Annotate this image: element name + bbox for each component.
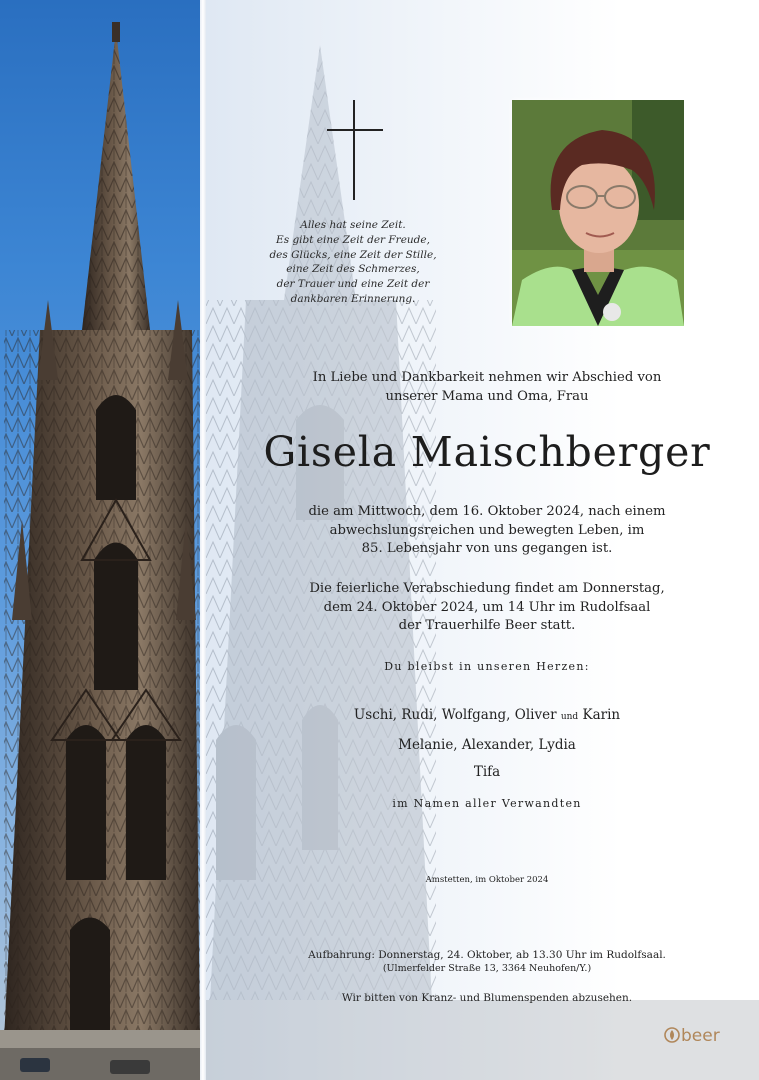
family-line-3: Tifa bbox=[473, 764, 501, 780]
poem-line: dankbaren Erinnerung. bbox=[290, 292, 416, 305]
ceremony-line: der Trauerhilfe Beer statt. bbox=[398, 618, 576, 633]
portrait-photo bbox=[512, 100, 684, 326]
family-last-name: Karin bbox=[582, 707, 621, 723]
logo-text: beer bbox=[681, 1026, 720, 1046]
leaf-icon bbox=[664, 1027, 680, 1048]
family-list bbox=[262, 702, 712, 787]
deceased-name: Gisela Maischberger bbox=[263, 428, 711, 476]
viewing-line: Aufbahrung: Donnerstag, 24. Oktober, ab 13.30 Uhr im Rudolfsaal. bbox=[308, 949, 666, 961]
viewing-info bbox=[262, 948, 712, 976]
beer-logo bbox=[664, 1026, 720, 1048]
death-line: abwechslungsreichen und bewegten Leben, im bbox=[329, 522, 645, 538]
intro-text bbox=[262, 368, 712, 406]
death-line: 85. Lebensjahr von uns gegangen ist. bbox=[361, 541, 613, 556]
cross-icon bbox=[353, 100, 355, 200]
poem-line: des Glücks, eine Zeit der Stille, bbox=[269, 248, 437, 261]
poem-line: der Trauer und eine Zeit der bbox=[276, 278, 430, 291]
flowers-request: Wir bitten von Kranz- und Blumenspenden abzusehen. bbox=[341, 992, 633, 1004]
poem-line: Es gibt eine Zeit der Freude, bbox=[276, 233, 430, 246]
poem-line: eine Zeit des Schmerzes, bbox=[286, 263, 420, 276]
ceremony-line: dem 24. Oktober 2024, um 14 Uhr im Rudolfsaal bbox=[323, 599, 651, 615]
ceremony-line: Die feierliche Verabschiedung findet am Donnerstag, bbox=[309, 581, 665, 596]
heart-line: Du bleibst in unseren Herzen: bbox=[384, 660, 590, 673]
family-names: Uschi, Rudi, Wolfgang, Oliver bbox=[353, 707, 557, 723]
death-line: die am Mittwoch, dem 16. Oktober 2024, nach einem bbox=[308, 504, 666, 519]
viewing-address: (Ulmerfelder Straße 13, 3364 Neuhofen/Y.) bbox=[382, 963, 592, 974]
ceremony-notice bbox=[262, 580, 712, 636]
poem bbox=[252, 218, 454, 307]
poem-line: Alles hat seine Zeit. bbox=[300, 219, 406, 231]
family-und: und bbox=[560, 712, 579, 722]
place-date: Amstetten, im Oktober 2024 bbox=[425, 875, 549, 885]
family-line-2: Melanie, Alexander, Lydia bbox=[398, 736, 576, 753]
death-notice bbox=[262, 503, 712, 559]
family-line-1 bbox=[262, 702, 712, 732]
cathedral-photo bbox=[0, 0, 204, 1080]
cross-icon-bar bbox=[327, 129, 383, 131]
intro-line: In Liebe und Dankbarkeit nehmen wir Abschied von bbox=[312, 370, 662, 385]
behalf-line: im Namen aller Verwandten bbox=[392, 797, 582, 810]
intro-line: unserer Mama und Oma, Frau bbox=[385, 389, 589, 404]
